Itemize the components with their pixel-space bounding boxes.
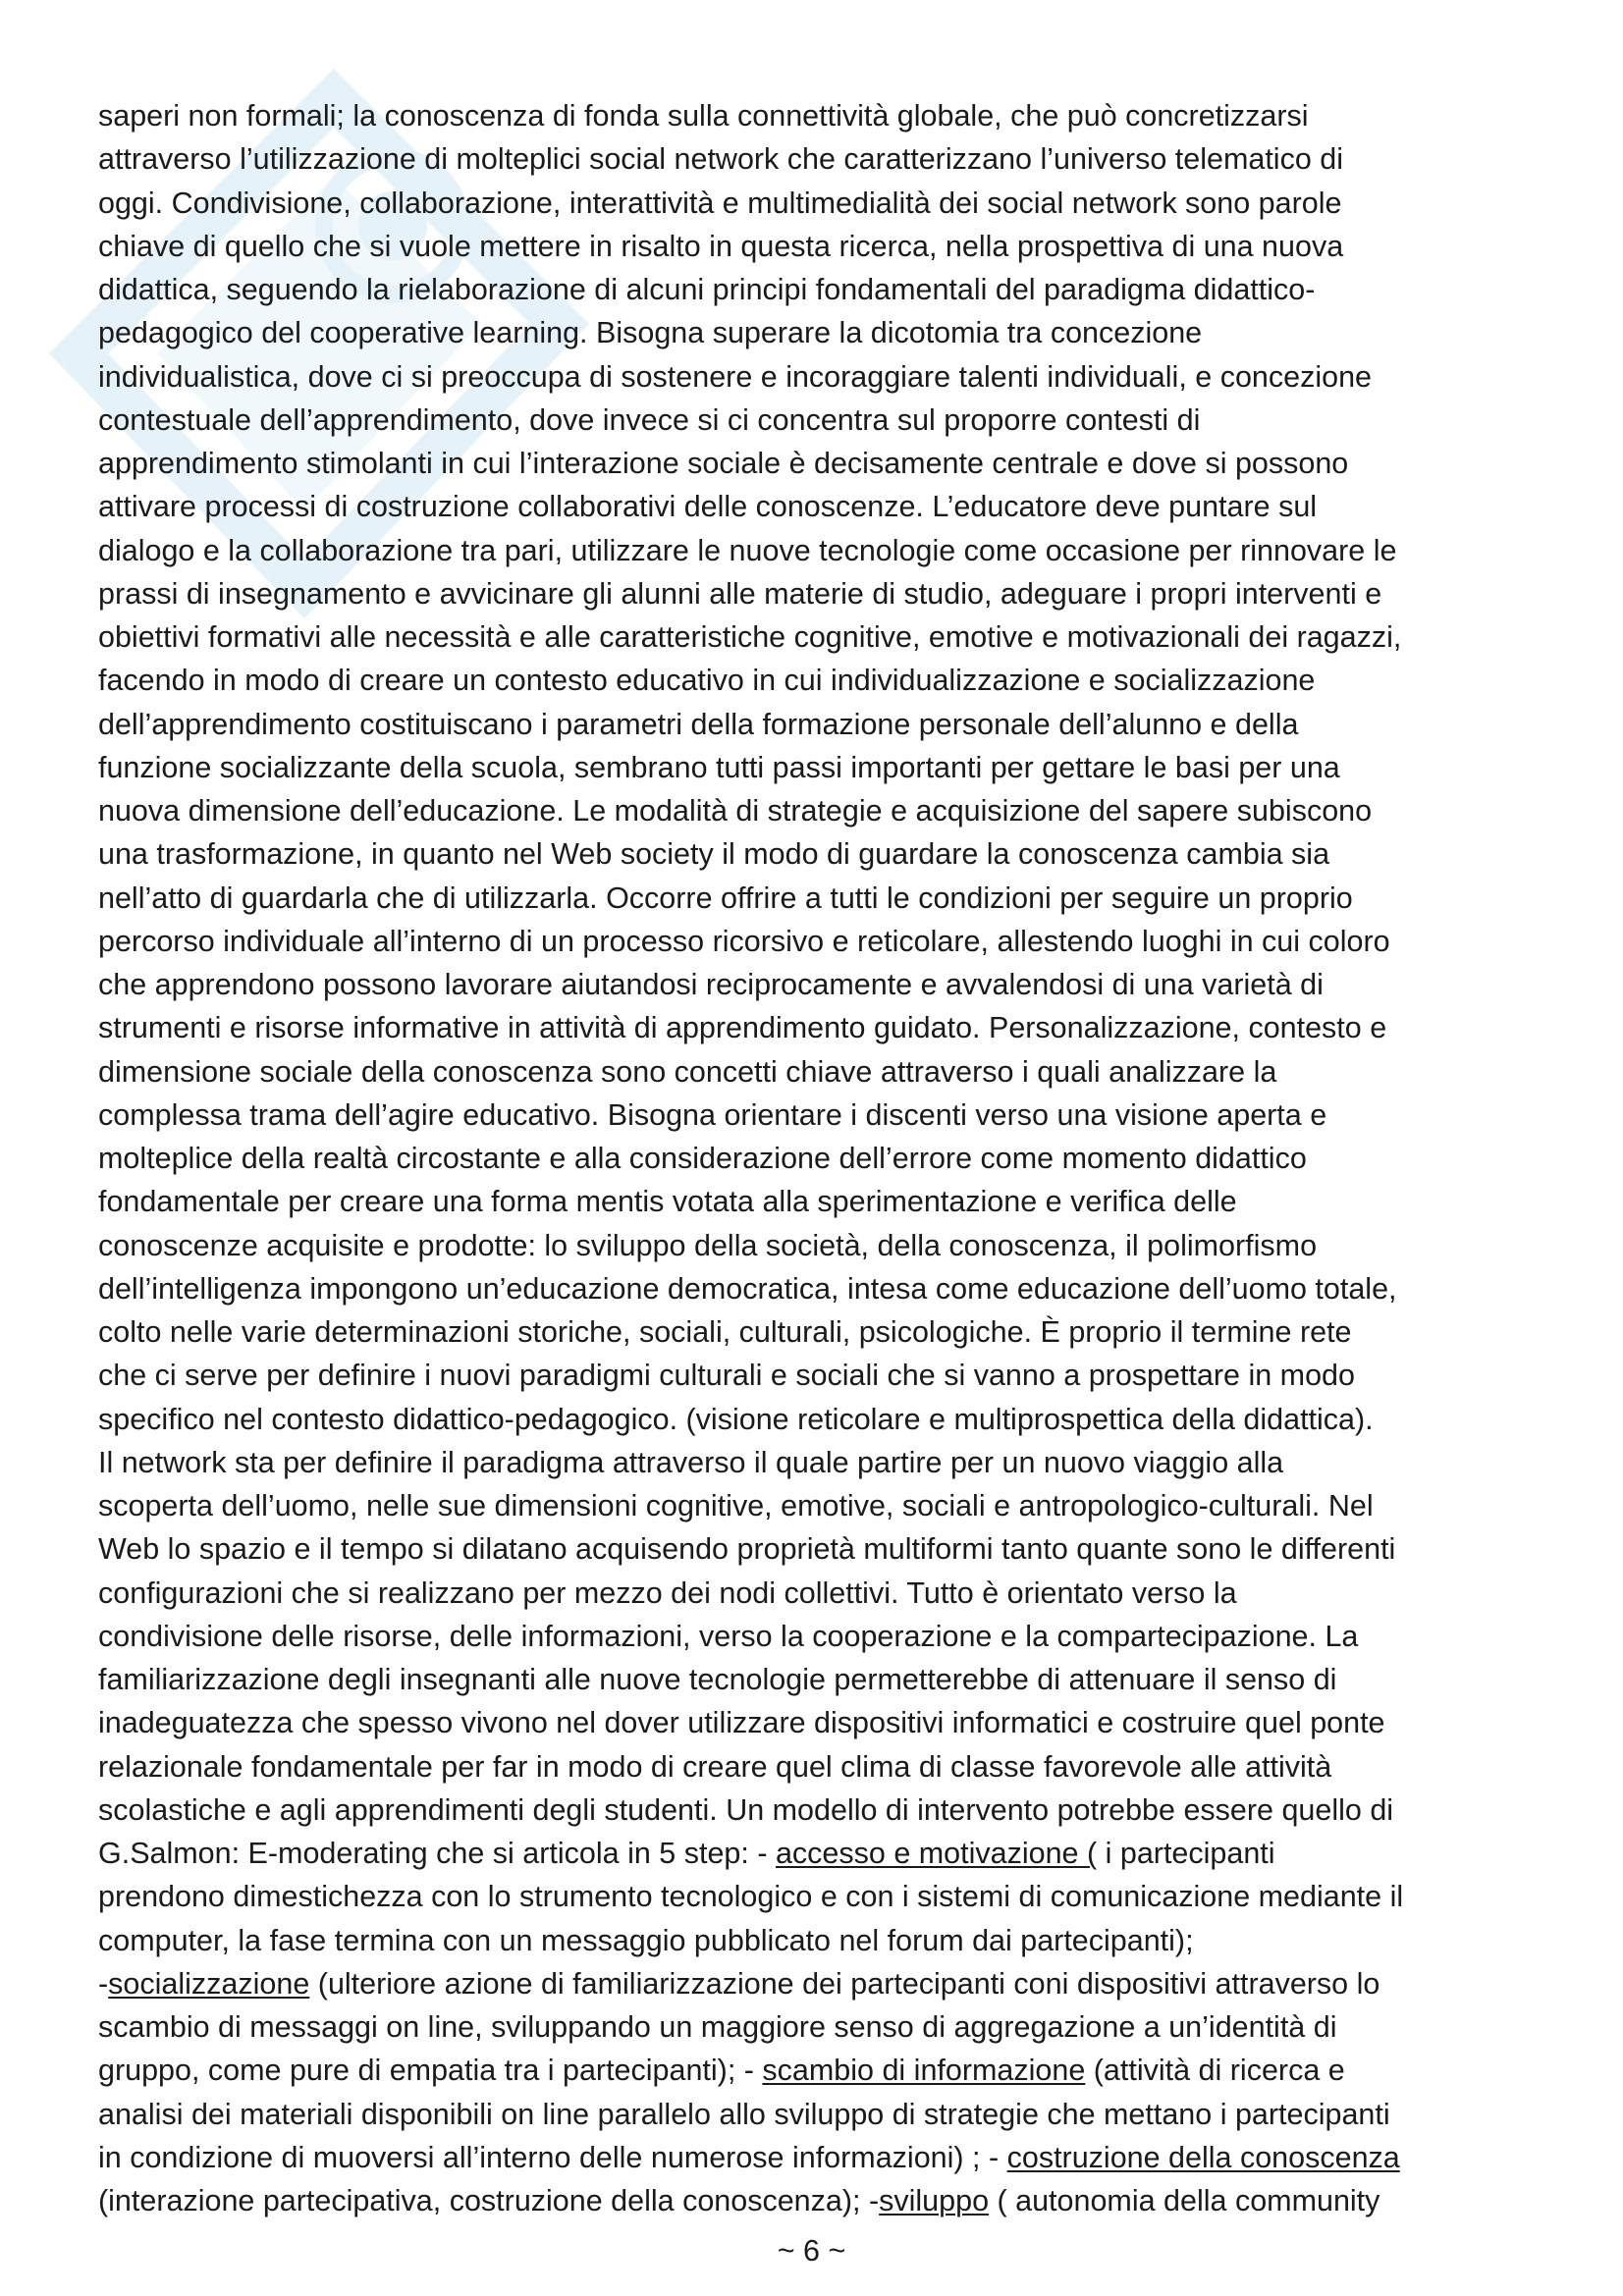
text-line bbox=[98, 1919, 1542, 1962]
text-line bbox=[98, 877, 1542, 920]
text-segment: computer, la fase termina con un messaggio pubblicato nel forum dai partecipanti); bbox=[98, 1923, 1194, 1957]
text-segment: (attività di ricerca e bbox=[1085, 2054, 1345, 2088]
text-segment: oggi. Condivisione, collaborazione, interattività e multimedialità dei social network sono parole bbox=[98, 186, 1342, 220]
text-segment: colto nelle varie determinazioni storiche, sociali, culturali, psicologiche. È proprio il termine rete bbox=[98, 1315, 1352, 1349]
text-segment: analisi dei materiali disponibili on line parallelo allo sviluppo di strategie che mettano i partecipanti bbox=[98, 2097, 1390, 2131]
text-segment: strumenti e risorse informative in attività di apprendimento guidato. Personalizzazione, contesto e bbox=[98, 1011, 1387, 1045]
text-line bbox=[98, 485, 1542, 528]
text-segment: scolastiche e agli apprendimenti degli studenti. Un modello di intervento potrebbe essere quello di bbox=[98, 1792, 1394, 1827]
underlined-phrase: sviluppo bbox=[879, 2184, 990, 2217]
text-segment: in condizione di muoversi all’interno delle numerose informazioni) ; - bbox=[98, 2140, 1007, 2174]
text-line bbox=[98, 1962, 1542, 2005]
text-line bbox=[98, 920, 1542, 963]
text-segment: complessa trama dell’agire educativo. Bisogna orientare i discenti verso una visione aperta e bbox=[98, 1097, 1327, 1132]
text-segment: familiarizzazione degli insegnanti alle nuove tecnologie permetterebbe di attenuare il senso di bbox=[98, 1663, 1337, 1696]
text-line bbox=[98, 442, 1542, 485]
text-line bbox=[98, 2093, 1542, 2136]
text-segment: dimensione sociale della conoscenza sono concetti chiave attraverso i quali analizzare la bbox=[98, 1054, 1277, 1089]
text-line bbox=[98, 832, 1542, 876]
text-segment: (interazione partecipativa, costruzione della conoscenza); - bbox=[98, 2184, 880, 2217]
text-line bbox=[98, 1745, 1542, 1789]
text-line bbox=[98, 1615, 1542, 1658]
text-line bbox=[98, 355, 1542, 399]
text-line bbox=[98, 1527, 1542, 1571]
text-line bbox=[98, 1832, 1542, 1875]
text-line bbox=[98, 137, 1542, 181]
text-segment: dell’apprendimento costituiscano i parametri della formazione personale dell’alunno e della bbox=[98, 707, 1299, 741]
text-segment: nell’atto di guardarla che di utilizzarla. Occorre offrire a tutti le condizioni per seguire un proprio bbox=[98, 881, 1353, 915]
text-segment: una trasformazione, in quanto nel Web society il modo di guardare la conoscenza cambia sia bbox=[98, 837, 1330, 872]
text-segment: che apprendono possono lavorare aiutandosi reciprocamente e avvalendosi di una varietà di bbox=[98, 968, 1324, 1001]
text-line bbox=[98, 1441, 1542, 1484]
text-segment: dell’intelligenza impongono un’educazione democratica, intesa come educazione dell’uomo totale, bbox=[98, 1271, 1397, 1306]
text-segment: pedagogico del cooperative learning. Bisogna superare la dicotomia tra concezione bbox=[98, 316, 1203, 350]
text-line bbox=[98, 1180, 1542, 1223]
text-segment: obiettivi formativi alle necessità e alle caratteristiche cognitive, emotive e motivazionali dei ragazzi, bbox=[98, 620, 1402, 654]
text-line bbox=[98, 1398, 1542, 1441]
text-segment: scoperta dell’uomo, nelle sue dimensioni cognitive, emotive, sociali e antropologico-culturali. Nel bbox=[98, 1489, 1374, 1522]
text-segment: configurazioni che si realizzano per mezzo dei nodi collettivi. Tutto è orientato verso la bbox=[98, 1575, 1237, 1610]
text-line bbox=[98, 1094, 1542, 1137]
text-line bbox=[98, 311, 1542, 354]
text-segment: inadeguatezza che spesso vivono nel dover utilizzare dispositivi informatici e costruire quel ponte bbox=[98, 1706, 1385, 1740]
underlined-phrase: scambio di informazione bbox=[762, 2054, 1086, 2088]
text-line bbox=[98, 1484, 1542, 1527]
text-line bbox=[98, 1875, 1542, 1918]
text-segment: ( autonomia della community bbox=[989, 2184, 1380, 2217]
text-segment: fondamentale per creare una forma mentis votata alla sperimentazione e verifica delle bbox=[98, 1185, 1237, 1219]
underlined-phrase: costruzione della conoscenza bbox=[1006, 2140, 1400, 2174]
text-segment: G.Salmon: E-moderating che si articola in 5 step: - bbox=[98, 1837, 776, 1870]
text-line bbox=[98, 1572, 1542, 1615]
text-line bbox=[98, 2179, 1542, 2222]
text-segment: didattica, seguendo la rielaborazione di alcuni principi fondamentali del paradigma didattico- bbox=[98, 273, 1316, 306]
text-segment: Il network sta per definire il paradigma attraverso il quale partire per un nuovo viaggio alla bbox=[98, 1445, 1284, 1479]
text-segment: individualistica, dove ci si preoccupa di sostenere e incoraggiare talenti individuali, e concezione bbox=[98, 359, 1373, 394]
underlined-phrase: socializzazione bbox=[108, 1966, 310, 2001]
text-segment: (ulteriore azione di familiarizzazione dei partecipanti coni dispositivi attraverso lo bbox=[309, 1966, 1380, 2001]
text-segment: contestuale dell’apprendimento, dove invece si ci concentra sul proporre contesti di bbox=[98, 402, 1201, 437]
text-line bbox=[98, 1354, 1542, 1397]
text-line bbox=[98, 746, 1542, 789]
text-segment: prendono dimestichezza con lo strumento tecnologico e con i sistemi di comunicazione mediante il bbox=[98, 1880, 1404, 1914]
text-segment: apprendimento stimolanti in cui l’interazione sociale è decisamente centrale e dove si possono bbox=[98, 447, 1349, 480]
text-segment: i partecipanti bbox=[1097, 1837, 1275, 1870]
text-line bbox=[98, 789, 1542, 832]
text-segment: molteplice della realtà circostante e alla considerazione dell’errore come momento didattico bbox=[98, 1142, 1307, 1175]
text-line bbox=[98, 94, 1542, 137]
text-line bbox=[98, 1137, 1542, 1180]
text-segment: conoscenze acquisite e prodotte: lo sviluppo della società, della conoscenza, il polimorfismo bbox=[98, 1228, 1318, 1262]
underlined-phrase: accesso e motivazione ( bbox=[775, 1837, 1098, 1870]
text-segment: dialogo e la collaborazione tra pari, utilizzare le nuove tecnologie come occasione per rinnovare le bbox=[98, 533, 1397, 567]
text-line bbox=[98, 1050, 1542, 1094]
text-line bbox=[98, 1310, 1542, 1354]
text-line bbox=[98, 2005, 1542, 2049]
text-line bbox=[98, 963, 1542, 1006]
text-segment: nuova dimensione dell’educazione. Le modalità di strategie e acquisizione del sapere subiscono bbox=[98, 794, 1373, 828]
text-segment: Web lo spazio e il tempo si dilatano acquisendo proprietà multiformi tanto quante sono le differenti bbox=[98, 1532, 1396, 1567]
text-line bbox=[98, 703, 1542, 746]
text-segment: relazionale fondamentale per far in modo di creare quel clima di classe favorevole alle attività bbox=[98, 1749, 1332, 1784]
body-text bbox=[98, 94, 1542, 2222]
text-segment: attivare processi di costruzione collaborativi delle conoscenze. L’educatore deve puntare sul bbox=[98, 490, 1318, 524]
text-line bbox=[98, 1267, 1542, 1310]
text-line bbox=[98, 399, 1542, 442]
text-segment: facendo in modo di creare un contesto educativo in cui individualizzazione e socializzazione bbox=[98, 664, 1316, 698]
text-line bbox=[98, 2049, 1542, 2092]
text-line bbox=[98, 1789, 1542, 1832]
text-line bbox=[98, 615, 1542, 659]
text-segment: attraverso l’utilizzazione di molteplici social network che caratterizzano l’universo telematico di bbox=[98, 142, 1343, 177]
text-segment: scambio di messaggi on line, sviluppando un maggiore senso di aggregazione a un’identità di bbox=[98, 2010, 1337, 2044]
text-segment: saperi non formali; la conoscenza di fonda sulla connettività globale, che può concretizzarsi bbox=[98, 99, 1309, 133]
text-line bbox=[98, 225, 1542, 268]
text-segment: specifico nel contesto didattico-pedagogico. (visione reticolare e multiprospettica della didattica). bbox=[98, 1402, 1374, 1436]
text-segment: percorso individuale all’interno di un processo ricorsivo e reticolare, allestendo luoghi in cui coloro bbox=[98, 924, 1390, 958]
text-line bbox=[98, 659, 1542, 702]
text-line bbox=[98, 572, 1542, 615]
text-line bbox=[98, 1006, 1542, 1049]
text-segment: gruppo, come pure di empatia tra i partecipanti); - bbox=[98, 2054, 763, 2088]
text-line bbox=[98, 529, 1542, 572]
text-line bbox=[98, 1658, 1542, 1701]
text-line bbox=[98, 2136, 1542, 2179]
text-segment: - bbox=[98, 1966, 109, 2001]
text-line bbox=[98, 1701, 1542, 1744]
text-segment: prassi di insegnamento e avvicinare gli alunni alle materie di studio, adeguare i propri interventi e bbox=[98, 576, 1382, 611]
text-segment: chiave di quello che si vuole mettere in risalto in questa ricerca, nella prospettiva di una nuova bbox=[98, 229, 1344, 263]
text-line bbox=[98, 268, 1542, 311]
page-number: ~ 6 ~ bbox=[777, 2234, 846, 2268]
text-line bbox=[98, 182, 1542, 225]
text-segment: che ci serve per definire i nuovi paradigmi culturali e sociali che si vanno a prospettare in modo bbox=[98, 1359, 1355, 1393]
text-line bbox=[98, 1224, 1542, 1267]
text-segment: funzione socializzante della scuola, sembrano tutti passi importanti per gettare le basi per una bbox=[98, 750, 1340, 784]
text-segment: condivisione delle risorse, delle informazioni, verso la cooperazione e la compartecipazione. La bbox=[98, 1619, 1359, 1653]
